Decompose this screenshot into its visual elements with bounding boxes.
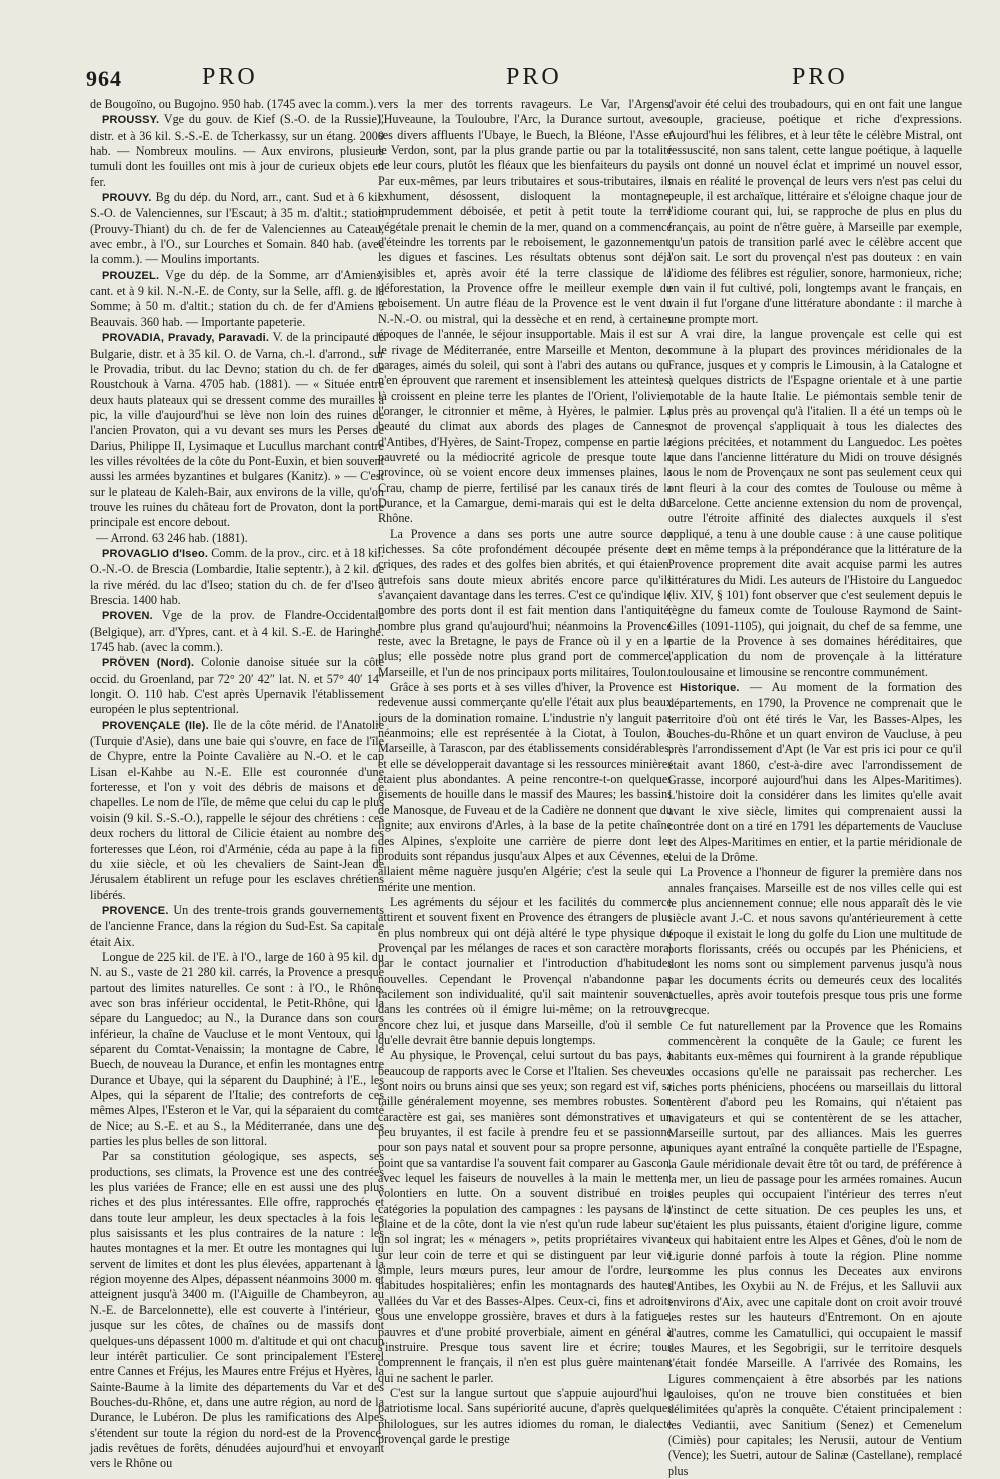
entry-text: — Arrond. 63 246 hab. (1881). [96,530,248,545]
page-header [0,56,1000,96]
dictionary-entry [90,190,384,268]
entry-text: Vge du gouv. de Kief (S.-O. de la Russie), distr. et à 36 kil. S.-S.-E. de Tcherkassy, sur un étang. 2000 hab. — Nombreux moulins. — Aux environs, plusieurs tumuli dont les fouilles ont mis à jour de curieux objets en fer. [90,112,384,189]
paragraph [90,97,384,112]
text-column-2 [378,97,672,1446]
entry-text: Un des trente-trois grands gouvernements de l'ancienne France, dans la région du Sud-Est. Sa capitale était Aix. [90,902,384,949]
entry-text: Ce fut naturellement par la Provence que les Romains commencèrent la conquête de la Gaule; ce furent les habitants eux-mêmes qui fournirent à la grande république des occasions qu'elle ne paraissait pas rechercher. Les riches ports phéniciens, phocéens ou marseillais du littoral tentèrent d'abord peu les Romains, qui n'étaient pas navigateurs et qui se contentèrent de se les attacher, Marseille surtout, par des alliances. Mais les guerres puniques ayant entraîné la conquête partielle de l'Espagne, la Gaule méridionale devait être tôt ou tard, de préférence à la mer, un lieu de passage pour les armées romaines. Aucun des peuples qui occupaient l'intérieur des terres n'eut l'instinct de cette situation. De ces peuples les uns, et c'étaient les plus puissants, étaient d'origine ligure, comme ceux qui habitaient entre les Alpes et Gênes, d'où le nom de Ligurie donné parfois à toute la région. Pline nomme comme les plus connus les Deceates aux environs d'Antibes, les Oxybii au N. de Fréjus, et les Salluvii aux environs d'Aix, avec une capitale dont on croit avoir trouvé les restes sur les hauteurs d'Entremont. On en ajoute d'autres, comme les Camatullici, qui occupaient le massif des Maures, et les Segobrigii, sur le territoire desquels s'était fondée Marseille. A l'arrivée des Romains, les Ligures commençaient à être absorbés par les nations gauloises, qu'on ne trouve bien constituées et bien délimitées qu'après la conquête. C'étaient principalement : les Vediantii, avec Sanitium (Senez) et Cemenelum (Cimiès) pour capitales; les Nerusii, autour de Ventium (Vence); les Suetri, autour de Salinæ (Castellane), remplacé plus [668,1018,962,1478]
entry-text: Ile de la côte mérid. de l'Anatolie (Turquie d'Asie), dans une baie qui s'ouvre, en face de l'île de Chypre, entre la Pointe Cavalière au N.-O. et le cap Lisan el-Kahbe au N.-E. Elle est couronnée d'une forteresse, et l'on y voit des débris de maisons et de chapelles. Le nom de l'île, de même que celui du cap le plus voisin (9 kil. S.-S.-O.), rappelle le séjour des chrétiens : ces deux rochers du littoral de Cilicie étaient au nombre des forteresses que Léon, roi d'Arménie, céda au pape à la fin du xiie siècle, et où les chevaliers de Saint-Jean de Jérusalem établirent un refuge pour les esclaves chrétiens libérés. [90,717,384,902]
entry-text: Les agréments du séjour et les facilités du commerce attirent et souvent fixent en Provence des étrangers de plus en plus nombreux qui ont déjà altéré le type physique du Provençal par les mélanges de races et son caractère moral par le contact journalier et l'introduction d'habitudes nouvelles. Cependant le Provençal n'abandonne pas facilement son individualité, qu'il sait maintenir souvent dans les contrées où il émigre lui-même; on la retrouve encore chez lui, et jusque dans Marseille, d'où il semble qu'elle devrait être bannie depuis longtemps. [378,894,672,1047]
entry-text: d'avoir été celui des troubadours, qui en ont fait une langue souple, gracieuse, poétique et riche d'expressions. Aujourd'hui les félibres, et à leur tête le célèbre Mistral, ont ressuscité, non sans talent, cette langue poétique, à laquelle ils ont donné un nouvel éclat et imprimé un nouvel essor, mais en réalité le provençal de leurs vers n'est pas celui du peuple, il est archaïque, littéraire et s'éloigne chaque jour de l'idiome courant qui, lui, se rapproche de plus en plus du français, au point de n'être guère, à Marseille par exemple, qu'un patois de transition parlé avec le célèbre accent que l'on sait. Le sort du provençal n'est pas douteux : en vain l'idiome des félibres est régulier, sonore, harmonieux, riche; en vain il fut cultivé, poli, longtemps avant le français, en vain il fut l'organe d'une littérature abondante : il marche à une prompte mort. [668,97,962,326]
text-column-1 [90,97,384,1471]
entry-text: de Bougoïno, ou Bugojno. 950 hab. (1745 avec la comm.). [90,97,377,111]
dictionary-entry [668,680,962,865]
dictionary-entry [90,112,384,190]
entry-text: C'est sur la langue surtout que s'appuie aujourd'hui le patriotisme local. Sans supériorité aucune, d'après quelques philologues, sur les autres idiomes du roman, le dialecte provençal garde le prestige [378,1385,672,1446]
dictionary-entry [90,718,384,903]
paragraph [668,327,962,680]
entry-text: Au physique, le Provençal, celui surtout du bas pays, a beaucoup de rapports avec le Corse et l'Italien. Ses cheveux sont noirs ou bruns ainsi que ses yeux; son regard est vif, sa taille généralement moyenne, ses membres robustes. Son caractère est gai, ses manières sont démonstratives et un peu bruyantes, il est facile à prendre feu et se passionne pour son pays natal et souvent pour sa propre personne, au point que sa vantardise l'a souvent fait comparer au Gascon, avec lequel les faiseurs de nouvelles à la main le mettent volontiers en lutte. On a souvent distribué en trois catégories la population des campagnes : les paysans de la plaine et de la côte, dont la vie n'est qu'un rude labeur sur un sol ingrat; les « ménagers », petits propriétaires vivant sur leur coin de terre et qui se distinguent par leur vie simple, leurs mœurs pures, leur amour de l'ordre, leurs habitudes hospitalières; enfin les montagnards des hautes vallées du Var et des Basses-Alpes. Ceux-ci, fins et adroits sous une enveloppe grossière, braves et durs à la fatigue, pauvres et d'une probité proverbiale, aiment en général à s'instruire. Presque tous savent lire et écrire; tous comprennent le français, il n'en est plus guère maintenant qui ne sachent le parler. [378,1048,672,1385]
paragraph [378,680,672,895]
paragraph [378,895,672,1048]
entry-text: V. de la principauté de Bulgarie, distr. et à 35 kil. O. de Varna, ch.-l. d'arrond., sur le Provadia, tribut. du lac Devno; station du ch. de fer de Roustchouk à Varna. 4705 hab. (1881). — « Située entre deux hauts plateaux qui se dressent comme des murailles à pic, la ville d'aujourd'hui se lève non loin des ruines de l'ancien Provaton, qui a vu devant ses murs les Perses de Darius, Philippe II, Lysimaque et Lucullus marchant contre les villes révoltées de la côte du Pont-Euxin, et bien souvent aussi les armées byzantines et bulgares (Kanitz). » — C'est sur le plateau de Kaleh-Bair, aux environs de la ville, qu'on trouve les ruines du château fort de Provaton, dont la porte principale est encore debout. [90,330,384,530]
paragraph [90,1149,384,1471]
entry-text: Grâce à ses ports et à ses villes d'hiver, la Provence est redevenue aussi commerçante qu'elle l'était aux plus beaux jours de la domination romaine. L'industrie n'y languit pas néanmoins; elle est représentée à la Ciotat, à Toulon, à Marseille, à Tarascon, par des établissements considérables, et elle se développerait davantage si les ressources minières étaient plus abondantes. A peine rencontre-t-on quelques gisements de houille dans le massif des Maures; les bassins de Manosque, de Fuveau et de la Cadière ne donnent que du lignite; aux environs d'Arles, à la base de la petite chaîne des Alpines, s'exploite une carrière de pierre dont les produits sont répandus jusqu'aux Alpes et aux Cévennes, et allaient même naguère jusqu'en Algérie; c'est la seule qui mérite une mention. [378,680,672,894]
dictionary-entry [90,655,384,717]
entry-headword: PROVAGLIO d'Iseo. [102,547,209,560]
entry-text: Bg du dép. du Nord, arr., cant. Sud et à 6 kil. S.-O. de Valenciennes, sur l'Escaut; à 35 m. d'altit.; station (Prouvy-Thiant) du ch. de fer de Valenciennes au Cateau, avec embr., à l'O., sur Lourches et Somain. 840 hab. (avec la comm.). — Moulins importants. [90,190,384,267]
entry-text: Colonie danoise située sur la côte occid. du Groenland, par 72° 20′ 42″ lat. N. et 57° 40′ 14″ longit. O. 110 hab. C'est après Upernavik l'établissement européen le plus septentrional. [90,655,384,717]
dictionary-entry [90,330,384,530]
entry-headword: PROVENCE. [102,904,169,917]
paragraph [378,527,672,680]
paragraph [378,1048,672,1386]
paragraph [378,97,672,527]
entry-text: Vge du dép. de la Somme, arr d'Amiens, cant. et à 9 kil. N.-N.-E. de Conty, sur la Selle, affl. g. de la Somme; à 50 m. d'altit.; station du ch. de fer d'Amiens à Beauvais. 360 hab. — Importante papeterie. [90,267,384,329]
entry-text: A vrai dire, la langue provençale est celle qui est commune à la plupart des provinces méridionales de la France, jusques et y compris le Limousin, à la Catalogne et à quelques districts de l'Espagne orientale et à une partie notable de la haute Italie. Le piémontais semble tenir de plus près au provençal qu'à l'italien. Il a été un temps où le mot de provençal s'appliquait à tous les dialectes des régions précitées, et notamment du Languedoc. Les poètes que dans l'ancienne littérature du Midi on trouve désignés sous le nom de Provençaux ne sont pas seulement ceux qui ont fleuri à la cour des comtes de Toulouse ou même à Barcelone. Cette ancienne extension du nom de provençal, outre l'étroite affinité des dialectes auxquels il s'est appliqué, a tenu à une double cause : à une cause politique et en même temps à la prépondérance que la littérature de la Provence proprement dite avait acquise parmi les autres littératures du Midi. Les auteurs de l'Histoire du Languedoc (liv. XIV, § 101) font observer que c'est seulement depuis le règne du fameux comte de Toulouse Raymond de Saint-Gilles (1091-1105), qui joignait, du chef de sa femme, une partie de la Provence à ses domaines héréditaires, que l'application du nom de provençale à la littérature toulousaine et limousine se rencontre communément. [668,327,962,679]
text-column-3 [668,97,962,1478]
running-headword-left: PRO [202,64,258,90]
running-headword-right: PRO [792,64,848,90]
page-number: 964 [86,66,122,91]
entry-text: La Provence a l'honneur de figurer la première dans nos annales françaises. Marseille est de nos villes celle qui est le plus anciennement connue; elle nous apparaît dès le vie siècle avant J.-C. et nous savons qu'antérieurement à cette époque il existait le long du golfe du Lion une multitude de ports florissants, créés ou occupés par les Phéniciens, et dont les noms sont ou simplement parvenus jusqu'à nous par les documents écrits ou demeurés ceux des localités actuelles, après avoir toutefois presque tous pris une forme grecque. [668,865,962,1018]
entry-text: Comm. de la prov., circ. et à 18 kil. O.-N.-O. de Brescia (Lombardie, Italie septentr.), à 2 kil. de la rive méréd. du lac d'Iseo; station du ch. de fer d'Iseo à Brescia. 1400 hab. [90,545,384,607]
entry-headword: Historique. [680,682,740,695]
running-headword-center: PRO [506,64,562,90]
paragraph [90,950,384,1149]
dictionary-entry [90,608,384,655]
entry-headword: PROVENÇALE (Ile). [102,719,209,732]
entry-headword: PROUZEL. [102,269,160,282]
entry-headword: PROUVY. [102,192,152,205]
entry-headword: PROVEN. [102,610,153,623]
paragraph [378,1386,672,1447]
paragraph [668,97,962,327]
dictionary-entry [90,903,384,950]
entry-headword: PRÖVEN (Nord). [102,657,195,670]
entry-text: — Au moment de la formation des départements, en 1790, la Provence ne comprenait que le territoire d'où ont été tirés le Var, les Basses-Alpes, les Bouches-du-Rhône et un quart environ de Vaucluse, à peu près l'arrondissement d'Apt (le Var est pris ici pour ce qu'il était avant 1860, c'est-à-dire avec l'arrondissement de Grasse, incorporé aujourd'hui dans les Alpes-Maritimes). L'histoire doit la considérer dans les limites qu'elle avait avant le xive siècle, limites qui comprenaient aussi la contrée dont on a tiré en 1791 les départements de Vaucluse et des Alpes-Maritimes en entier, et la partie méridionale de celui de la Drôme. [668,680,962,864]
entry-text: Vge de la prov. de Flandre-Occidentale (Belgique), arr. d'Ypres, cant. et à 4 kil. S.-E. de Haringhe. 1745 hab. (avec la comm.). [90,608,384,655]
entry-text: Longue de 225 kil. de l'E. à l'O., large de 160 à 95 kil. du N. au S., vaste de 21 280 kil. carrés, la Provence a presque partout des limites naturelles. Ce sont : à l'O., le Rhône, avec son bras inférieur occidental, le Petit-Rhône, qui la sépare du Languedoc; au N., la Durance dans son cours inférieur, la chaîne de Vaucluse et le mont Ventoux, qui la séparent du Comtat-Venaissin; la montagne de Cabre, le Buech, de nouveau la Durance, et enfin les montagnes entre Durance et Ubaye, qui la séparent du Dauphiné; à l'E., les Alpes, qui la séparent de l'Italie; des contreforts de ces mêmes Alpes, l'Esteron et le Var, qui la séparaient du comté de Nice; au S.-E. et au S., la Méditerranée, dans une des parties les plus belles de son littoral. [90,949,384,1149]
dictionary-entry [90,268,384,330]
paragraph [668,865,962,1018]
entry-text: La Provence a dans ses ports une autre source de richesses. Sa côte profondément découpée présente des criques, des rades et des golfes bien abrités, et qui étaient autrefois sans doute mieux abrités encore parce qu'ils s'avançaient davantage dans les terres. C'est ce qu'indique le nombre des ports dont il est fait mention dans l'antiquité, nombre plus grand qu'aujourd'hui; néanmoins la Provence reste, avec la Bretagne, le pays de France où il y en a le plus; elle possède notre plus grand port de commerce, Marseille, et l'un de nos principaux ports militaires, Toulon. [378,526,672,679]
paragraph [668,1019,962,1479]
paragraph [90,531,384,546]
dictionary-entry [90,546,384,608]
entry-text: vers la mer des torrents ravageurs. Le Var, l'Argens, l'Huveaune, la Touloubre, l'Arc, la Durance surtout, avec ses divers affluents l'Ubaye, le Buech, la Bléone, l'Asse et le Verdon, sont, par la plus grande partie ou par la totalité de leur cours, plutôt les fléaux que les bienfaiteurs du pays. Par eux-mêmes, par leurs tributaires et sous-tributaires, ils exhument, désossent, disloquent la montagne, imprudemment déboisée, et petit à petit toute la terre végétale prenait le chemin de la mer, quand on a commencé d'éteindre les torrents par le reboisement, le gazonnement, les digues et fascines. Les résultats obtenus sont déjà visibles et, après avoir été la terre classique de la déforestation, la Provence offre le meilleur exemple du reboisement. Un autre fléau de la Provence est le vent du N.-N.-O. ou mistral, qui la dessèche et en rend, à certaines époques de l'année, le séjour insupportable. Mais il est sur le rivage de Méditerranée, entre Marseille et Menton, des parages, aimés du soleil, qui sont à l'abri des autans ou qui n'en éprouvent que rarement et insensiblement les atteintes; là croissent en pleine terre les plantes de l'Orient, l'olivier, l'oranger, le citronnier et même, à Hyères, le palmier. La beauté du climat aux abords des plages de Cannes, d'Antibes, d'Hyères, de Saint-Tropez, compense en partie la pauvreté ou la médiocrité agricole de presque toute la province, où se voient encore deux immenses plaines, la Crau, champ de pierre, fertilisé par les canaux tirés de la Durance, et la Camargue, demi-marais qui est le delta du Rhône. [378,97,672,526]
entry-headword: PROUSSY. [102,114,160,127]
entry-headword: PROVADIA, Pravady, Paravadi. [102,332,270,345]
entry-text: Par sa constitution géologique, ses aspects, ses productions, ses climats, la Provence est une des contrées les plus variées de France; elle en est aussi une des plus riches et des plus intéressantes. Elle offre, rapprochés et dans toute leur ampleur, les deux spectacles à la fois les plus saisissants et les plus contraires de la nature : les hautes montagnes et la mer. Et outre les montagnes qui lui servent de limites et dont les plus élevées, appartenant à la région moyenne des Alpes, dépassent néanmoins 3000 m. et atteignent jusqu'à 3400 m. (l'Aiguille de Chambeyron, au N.-E. de Barcelonnette), elle est couverte à l'intérieur, et jusque sur les côtes, de chaînes ou de massifs dont quelques-uns dépassent 1000 m. d'altitude et qui ont chacun leur intérêt particulier. Ce sont principalement l'Esterel entre Cannes et Fréjus, les Maures entre Fréjus et Hyères, la Sainte-Baume à la limite des départements du Var et des Bouches-du-Rhône, et, dans une autre région, au nord de la Durance, le Lubéron. De plus les ramifications des Alpes s'étendent sur toute la région du nord-est de la Provence, jadis revêtues de forêts, dénudées aujourd'hui et envoyant vers le Rhône ou [90,1149,384,1471]
